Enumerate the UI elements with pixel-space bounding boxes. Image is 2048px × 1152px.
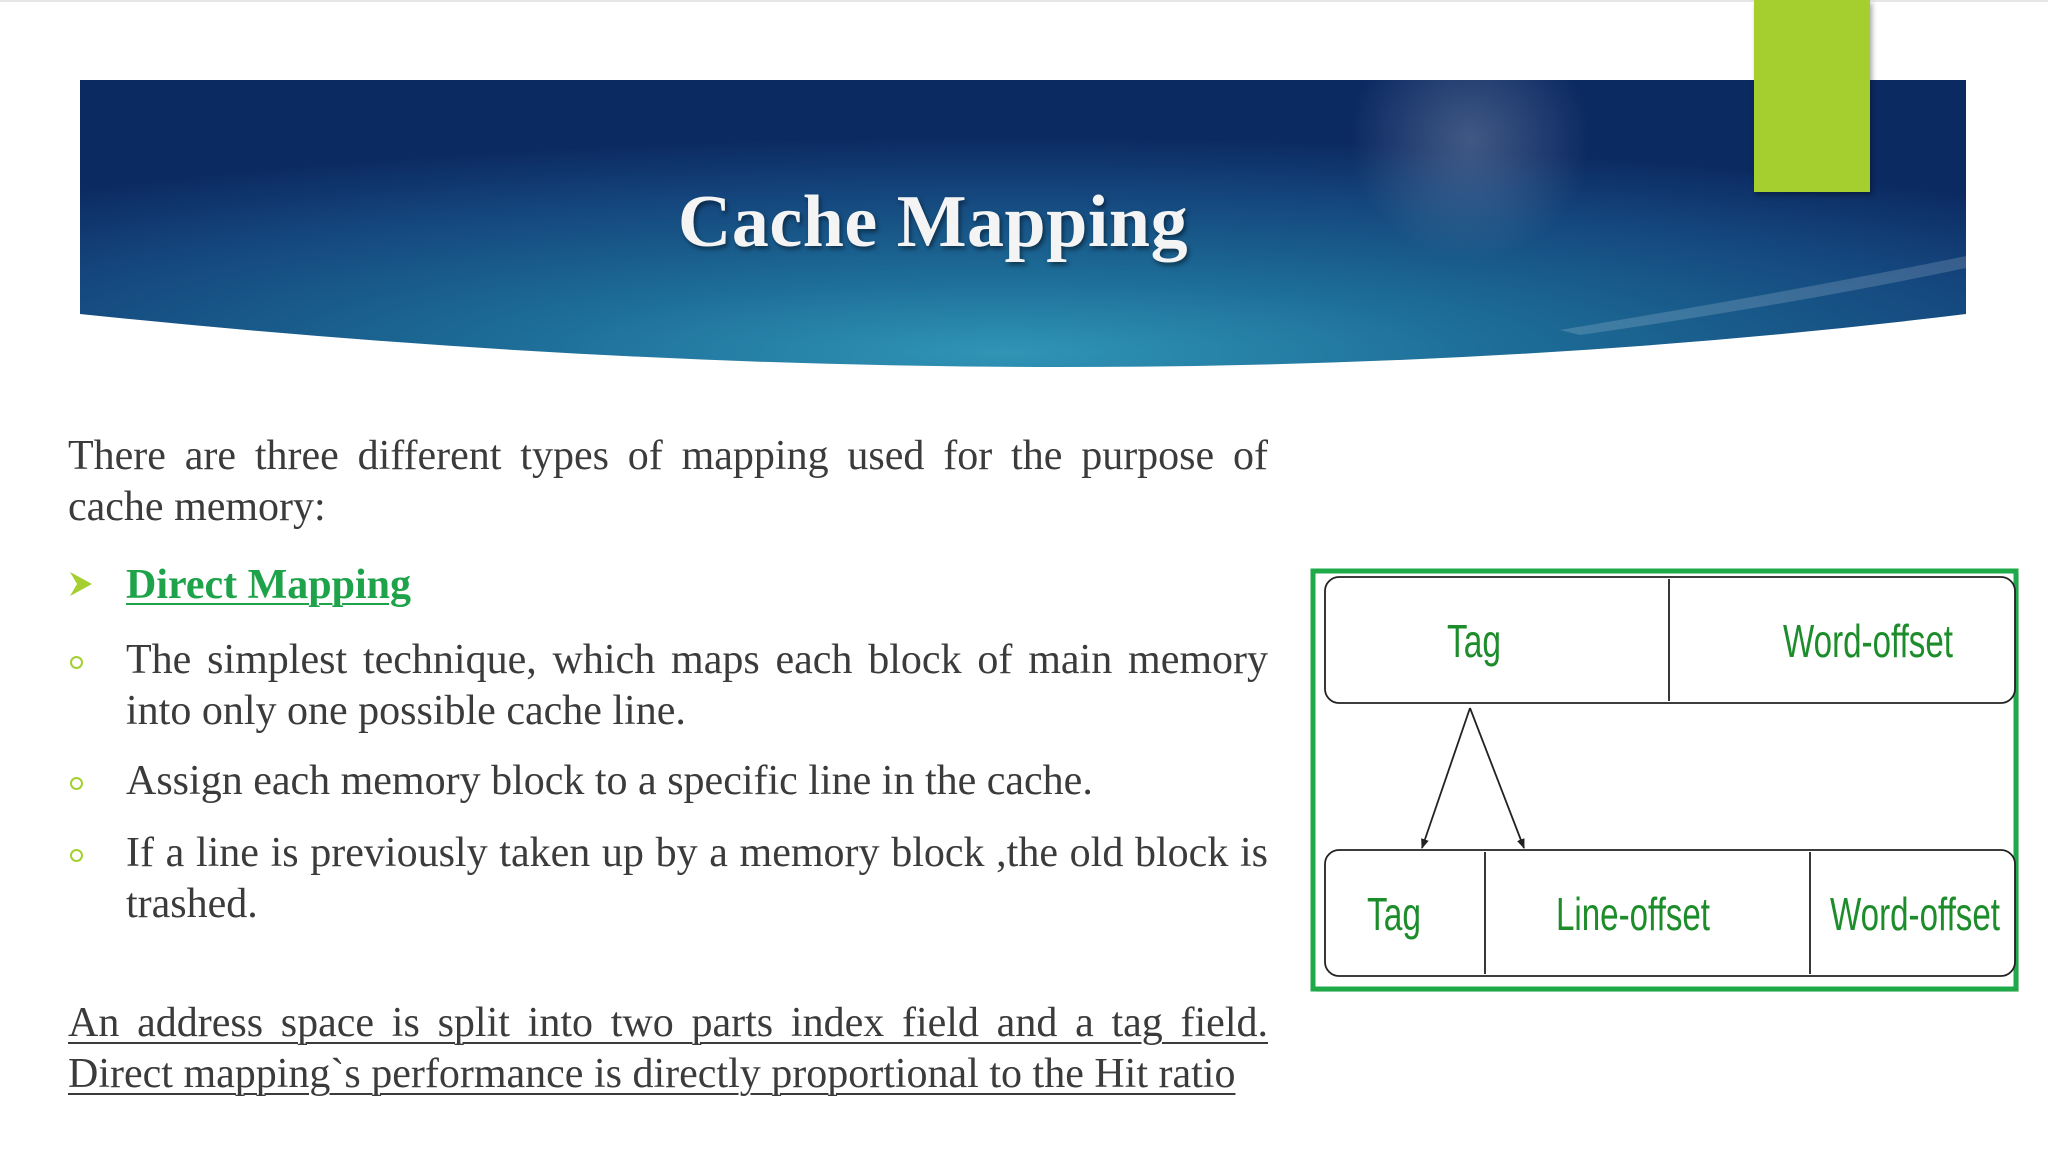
bottom-address-row — [1325, 850, 2015, 976]
top-tag-label: Tag — [1447, 615, 1501, 667]
intro-paragraph: There are three different types of mapping used for the purpose of cache memory: — [68, 433, 1268, 530]
list-item — [68, 756, 1268, 807]
top-address-row — [1325, 577, 2015, 703]
list-item-text: Assign each memory block to a specific line in the cache. — [126, 758, 1093, 804]
bottom-word-offset-label: Word-offset — [1830, 888, 2001, 940]
direct-mapping-link[interactable]: Direct Mapping — [126, 562, 412, 608]
hollow-circle-bullet-icon — [70, 656, 83, 669]
address-format-diagram — [1310, 568, 2025, 998]
top-word-offset-label: Word-offset — [1783, 615, 1954, 667]
hollow-circle-bullet-icon — [70, 849, 83, 862]
slide-title: Cache Mapping — [677, 181, 1189, 263]
accent-bar — [1754, 0, 1870, 192]
list-item-text: The simplest technique, which maps each block of main memory into only one possible cache line. — [126, 637, 1268, 734]
list-item — [68, 635, 1268, 737]
bottom-line-offset-label: Line-offset — [1556, 888, 1711, 940]
list-item-text: If a line is previously taken up by a memory block ,the old block is trashed. — [126, 830, 1268, 927]
bottom-tag-label: Tag — [1367, 888, 1421, 940]
arrowhead-bullet-icon — [68, 570, 94, 598]
list-item — [68, 828, 1268, 930]
footer-note: An address space is split into two parts index field and a tag field. Direct mapping`s performance is directly proportional to the Hit ratio — [68, 1000, 1268, 1097]
hollow-circle-bullet-icon — [70, 777, 83, 790]
